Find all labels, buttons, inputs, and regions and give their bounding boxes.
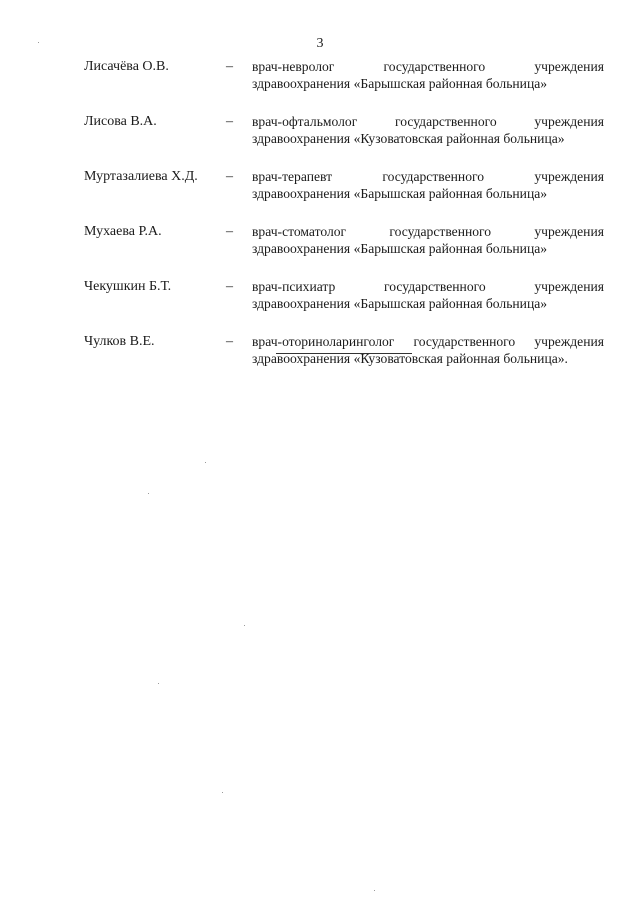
dash-separator: – <box>226 279 233 294</box>
person-name: Чекушкин Б.Т. <box>84 279 172 294</box>
dash-separator: – <box>226 169 233 184</box>
scan-speck <box>222 792 223 793</box>
page-number: 3 <box>316 36 324 51</box>
list-item <box>84 223 604 257</box>
person-position: врач-офтальмолог государственного учреждения здравоохранения «Кузоватовская районная больница» <box>252 114 604 146</box>
list-item <box>84 278 604 312</box>
scan-speck <box>148 493 149 494</box>
dash-separator: – <box>226 334 233 349</box>
person-name: Лисачёва О.В. <box>84 59 169 74</box>
person-name: Муртазалиева Х.Д. <box>84 169 198 184</box>
dash-separator: – <box>226 59 233 74</box>
list-item <box>84 113 604 147</box>
scan-speck <box>205 462 206 463</box>
person-position: врач-невролог государственного учреждения здравоохранения «Барышская районная больница» <box>252 59 604 91</box>
list-item <box>84 58 604 92</box>
person-position: врач-оториноларинголог государственного учреждения здравоохранения «Кузоватовская районная больница». <box>252 334 604 366</box>
person-position: врач-стоматолог государственного учреждения здравоохранения «Барышская районная больница» <box>252 224 604 256</box>
person-position: врач-психиатр государственного учреждения здравоохранения «Барышская районная больница» <box>252 279 604 311</box>
dash-separator: – <box>226 114 233 129</box>
person-name: Мухаева Р.А. <box>84 224 162 239</box>
list-item <box>84 168 604 202</box>
personnel-list <box>84 58 604 388</box>
dash-separator: – <box>226 224 233 239</box>
scan-speck <box>374 890 375 891</box>
person-name: Лисова В.А. <box>84 114 157 129</box>
end-divider-line <box>276 353 412 354</box>
person-position: врач-терапевт государственного учреждения здравоохранения «Барышская районная больница» <box>252 169 604 201</box>
scan-speck <box>158 683 159 684</box>
person-name: Чулков В.Е. <box>84 334 155 349</box>
scan-speck <box>38 42 39 43</box>
scan-speck <box>244 625 245 626</box>
list-item <box>84 333 604 367</box>
